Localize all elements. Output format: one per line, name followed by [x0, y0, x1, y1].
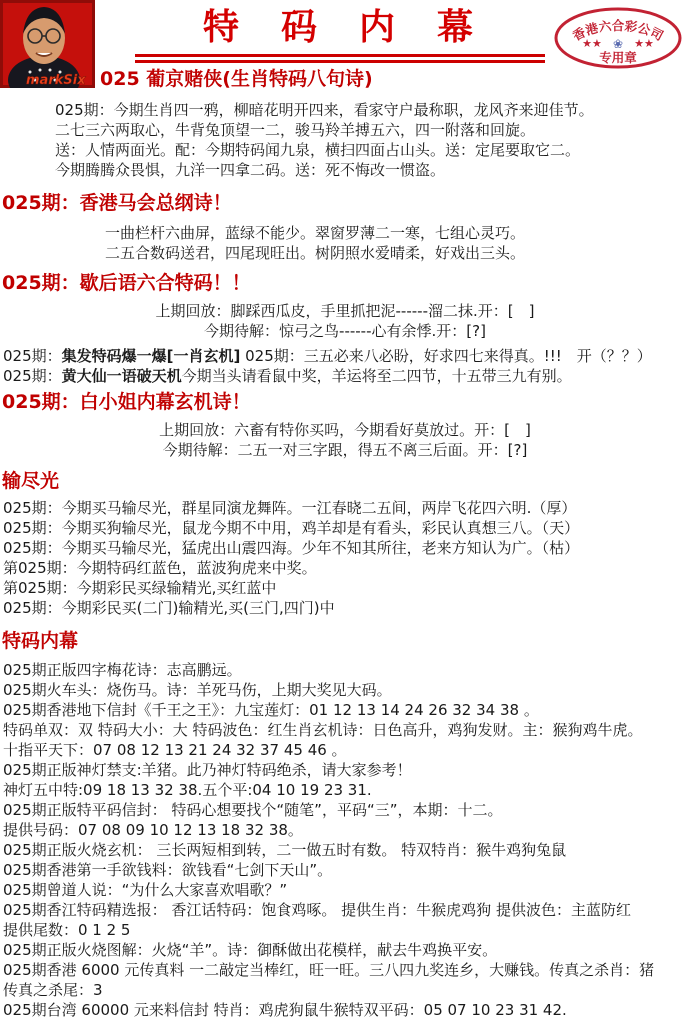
company-stamp — [552, 6, 684, 70]
section-heading: 025期：歇后语六合特码！！ — [2, 272, 251, 294]
tip-line: 025期正版四字梅花诗：志高鹏远。 — [3, 661, 242, 679]
poem-line: 二七三六两取心，牛背兔顶望一二，骏马羚羊搏五六，四一附落和回旋。 — [55, 121, 536, 139]
tip-line — [0, 366, 690, 386]
tip-line: 025期正版火烧图解：火烧“羊”。诗：御酥做出花模样，献去牛鸡换平安。 — [3, 941, 498, 959]
section-heading: 025期：香港马会总纲诗！ — [2, 192, 232, 214]
section-heading: 025 葡京赌侠(生肖特码八句诗) — [100, 68, 373, 90]
riddle-line: 上期回放：脚踩西瓜皮，手里抓把泥------溜二抹.开：[ ] — [155, 302, 535, 320]
section-baixiaojie — [0, 391, 690, 460]
poem-line: 送：人情两面光。配：今期特码闻九泉，横扫四面占山头。送：定尾要取它二。 — [55, 141, 581, 159]
period-prefix: 025期： — [3, 367, 62, 385]
stamp-stars-right-icon: ★★ — [634, 37, 654, 50]
tip-line: 025期香港第一手欲钱料：欲钱看“七剑下天山”。 — [3, 861, 333, 879]
tip-line: 提供号码：07 08 09 10 12 13 18 32 38。 — [3, 821, 303, 839]
tip-line: 十指平天下：07 08 12 13 21 24 32 37 45 46 。 — [3, 741, 347, 759]
tip-line: 025期：今期买马输尽光，群星同演龙舞阵。一江春晓二五间，两岸飞花四六明.（厚） — [3, 499, 577, 517]
section-pujing-poem — [0, 68, 690, 180]
tip-line: 025期台湾 60000 元来料信封 特肖：鸡虎狗鼠牛猴特双平码：05 07 10 23 31 42. — [3, 1001, 567, 1017]
tipster-photo — [0, 0, 95, 88]
section-heading: 特码内幕 — [2, 630, 79, 652]
marksix-logo: markSix — [26, 73, 86, 88]
tip-title-bold: 集发特码爆一爆[一肖玄机] — [61, 347, 241, 365]
tip-line: 025期香港地下信封《千王之王》：九宝莲灯：01 12 13 14 24 26 32 34 38 。 — [3, 701, 539, 719]
tip-line: 025期曾道人说：“为什么大家喜欢唱歌？” — [3, 881, 288, 899]
page-title: 特码内幕 — [135, 6, 545, 63]
poem-line: 一曲栏杆六曲屏，蓝绿不能少。翠窗罗薄二一寒，七组心灵巧。 — [105, 224, 526, 242]
section-tema-neimu — [0, 630, 690, 1017]
title-area — [110, 0, 570, 63]
tip-line: 第025期：今期特码红蓝色，蓝波狗虎来中奖。 — [3, 559, 317, 577]
period-prefix: 025期： — [3, 347, 62, 365]
tip-line — [0, 346, 690, 366]
poem-line: 二五合数码送君，四尾现旺出。树阴照水爱晴柔，好戏出三头。 — [105, 244, 526, 262]
stamp-arc-text: 香港六合彩公司 — [570, 18, 666, 44]
stamp-flower-icon: ❀ — [612, 37, 624, 51]
tip-line: 025期：今期买狗输尽光，鼠龙今期不中用，鸡羊却是有看头，彩民认真想三八。（天） — [3, 519, 580, 537]
tip-title-bold: 黄大仙一语破天机 — [61, 367, 182, 385]
tip-line: 025期香港 6000 元传真料 一二敲定当棒红，旺一旺。三八四九奖连乡，大赚钱。传真之杀肖：猪 — [3, 961, 655, 979]
section-heading: 025期：白小姐内幕玄机诗！ — [2, 391, 251, 413]
tipster-photo-image — [0, 0, 95, 88]
tip-line: 025期：今期买马输尽光，猛虎出山震四海。少年不知其所往，老来方知认为广。（枯） — [3, 539, 580, 557]
tip-line: 第025期：今期彩民买绿输精光,买红蓝中 — [3, 579, 277, 597]
tip-line: 神灯五中特:09 18 13 32 38.五个平:04 10 19 23 31. — [3, 781, 372, 799]
poem-line: 025期：今期生肖四一鸦，柳暗花明开四来，看家守户最称职，龙风齐来迎佳节。 — [55, 101, 594, 119]
tip-line: 025期香江特码精选报： 香江话特码：饱食鸡啄。 提供生肖：牛猴虎鸡狗 提供波色：主蓝防红 — [3, 901, 631, 919]
tip-line: 025期正版神灯禁支:羊猪。此乃神灯特码绝杀，请大家参考！ — [3, 761, 412, 779]
section-zonggang-poem — [0, 192, 690, 263]
section-xiehouyu — [0, 272, 690, 386]
riddle-line: 上期回放：六畜有特你买吗，今期看好莫放过。开：[ ] — [159, 421, 531, 439]
tip-text: 今期当头请看鼠中奖，羊运将至二四节，十五带三九有别。 — [181, 367, 572, 385]
tip-line: 025期正版特平码信封： 特码心想要找个“随笔”，平码“三”，本期：十二。 — [3, 801, 503, 819]
poem-line: 今期腾腾众畏惧，九洋一四拿二码。送：死不悔改一惯盗。 — [55, 161, 446, 179]
section-shujinguang — [0, 470, 690, 618]
riddle-line: 今期待解：二五一对三字跟，得五不离三后面。开：[?] — [162, 441, 528, 459]
tip-line: 025期：今期彩民买(二门)输精光,买(三门,四门)中 — [3, 599, 335, 617]
stamp-bottom-text: 专用章 — [599, 50, 637, 65]
tip-line: 传真之杀尾：3 — [3, 981, 103, 999]
riddle-line: 今期待解：惊弓之鸟------心有余悸.开：[?] — [204, 322, 486, 340]
tip-line: 特码单双：双 特码大小：大 特码波色：红生肖玄机诗：日色高升，鸡狗发财。主：猴狗鸡牛虎。 — [3, 721, 643, 739]
tip-line: 025期正版火烧玄机： 三长两短相到转，二一做五时有数。 特双特肖：猴牛鸡狗兔鼠 — [3, 841, 567, 859]
tip-text: 025期：三五必来八必盼，好求四七来得真。!!! 开（？？） — [240, 347, 652, 365]
section-heading: 输尽光 — [2, 470, 60, 492]
stamp-stars-left-icon: ★★ — [582, 37, 602, 50]
tip-line: 025期火车头：烧伤马。诗：羊死马伤，上期大奖见大码。 — [3, 681, 392, 699]
tip-line: 提供尾数：0 1 2 5 — [3, 921, 131, 939]
